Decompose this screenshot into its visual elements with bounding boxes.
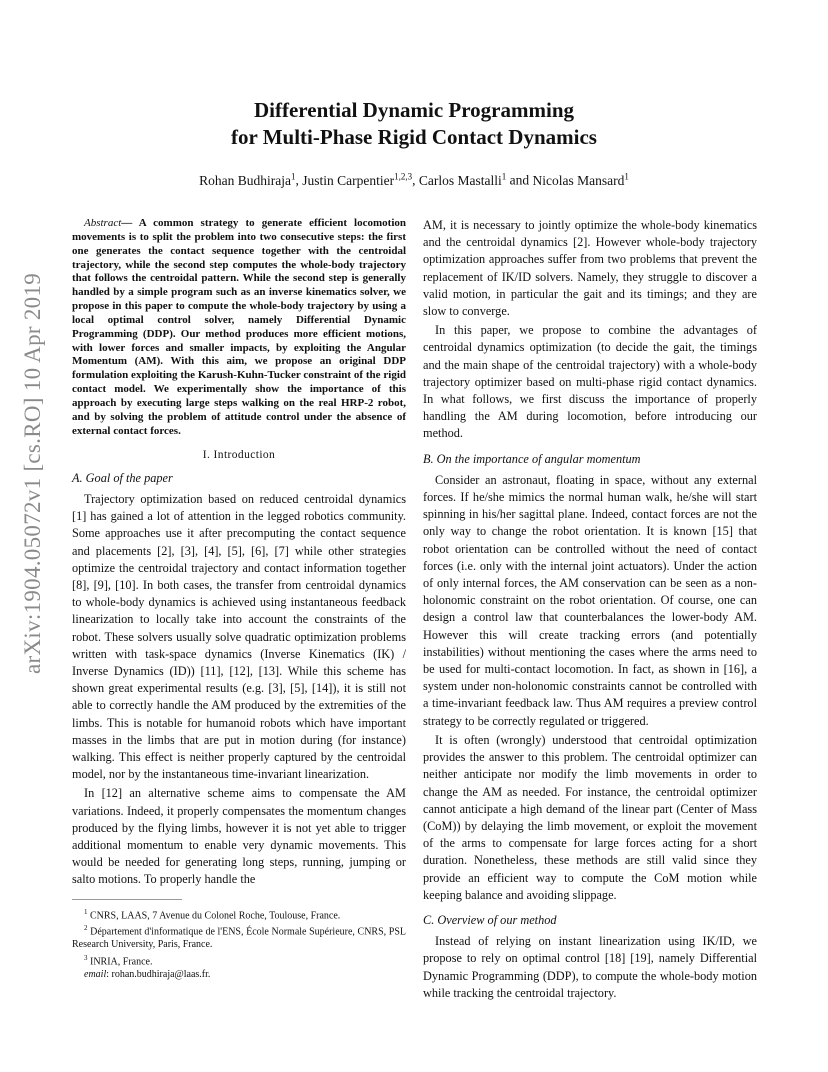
abstract-label: Abstract: [84, 217, 122, 229]
footnote-1: $^1$ CNRS, LAAS, 7 Avenue du Colonel Roche, Toulouse, France.: [84, 907, 341, 921]
footnote-2: $^2$ Département d'informatique de l'ENS, École Normale Supérieure, CNRS, PSL Research University, Paris, France.: [72, 924, 406, 951]
author-list: Rohan Budhiraja$^1$, Justin Carpentier$^{1,2,3}$, Carlos Mastalli$^1$ and Nicolas Mansard$^1$: [199, 171, 629, 188]
paragraph: Instead of relying on instant linearization using IK/ID, we propose to rely on optimal control [18] [19], namely Differential Dynamic Programming (DDP), to compute the whole-body motion while tracking the centroidal trajectory.: [423, 934, 757, 1000]
paragraph: It is often (wrongly) understood that centroidal optimization provides the answer to this problem. The centroidal optimizer can neither anticipate nor modify the limb movements in order to change the AM as needed. For instance, the centroidal optimizer cannot anticipate a high demand of the linear part (Center of Mass (CoM)) by delaying the limb movement, or exploit the movement of the arms to compensate for large forces acting for a short duration. Nonetheless, these methods are still valid since they provide an efficient way to compute the CoM motion while keeping balance and avoiding slippage.: [423, 732, 757, 902]
author-1: Rohan Budhiraja$^1$: [199, 171, 296, 188]
subsection-heading-overview: C. Overview of our method: [423, 912, 557, 927]
subsection-heading-goal: A. Goal of the paper: [72, 470, 173, 485]
left-column: [72, 217, 406, 981]
footnote-3: $^3$ INRIA, France.: [84, 953, 153, 968]
footnote-email: email: rohan.budhiraja@laas.fr.: [84, 968, 211, 980]
abstract-text: — A common strategy to generate efficient locomotion movements is to split the problem into two consecutive steps: the first one generates the contact sequence together with the centroidal trajectory, while the second step computes the whole-body trajectory that follows the centroidal pattern. While the second step is generally handled by a simple program such as an inverse kinematics solver, we propose in this paper to compute the whole-body trajectory by using a local optimal control solver, namely Differential Dynamic Programming (DDP). Our method produces more efficient motions, with lower forces and smaller impacts, by exploiting the Angular Momentum (AM). With this aim, we propose an original DDP formulation exploiting the Karush-Kuhn-Tucker constraint of the rigid contact model. We experimentally show the importance of this approach by executing large steps walking on the real HRP-2 robot, and by solving the problem of attitude control under the absence of external contact forces.: [72, 217, 406, 437]
paper-title: [0, 97, 828, 151]
section-heading-introduction: I. Introduction: [202, 448, 276, 461]
paragraph: Consider an astronaut, floating in space, without any external forces. If he/she mimics the normal human walk, he/she will start spinning in his/her sagittal plane. Indeed, contact forces are not the only way to change the robot orientation. It is known [15] that robot orientation can be controlled without the need of contact forces (i.e. only with the internal joint actuators). Under the action of only internal forces, the AM conservation can be seen as a non-holonomic constraint on the robot orientation. Of course, one can design a control law that counterbalances the lower-body AM. However this will create tracking errors (and potentially instabilities) without mentioning the cases where the arms need to be used for multi-contact locomotion. In fact, as shown in [16], a system under non-holonomic constraints cannot be controlled with a time-invariant feedback law. Thus AM requires a preview control strategy to be correctly regulated or triggered.: [423, 472, 757, 728]
abstract: [72, 217, 406, 439]
footnote-rule: [72, 899, 182, 900]
paragraph: Trajectory optimization based on reduced centroidal dynamics [1] has gained a lot of attention in the legged robotics community. Some approaches use it after precomputing the contact sequence and placements [2], [3], [4], [5], [6], [7] while other strategies optimize the centroidal trajectory and contact information together [8], [9], [10]. In both cases, the transfer from centroidal dynamics to whole-body dynamics is achieved using instantaneous feedback linearization to locally take into account the constraints of the robot. These solvers usually solve quadratic optimization problems written with task-space dynamics (Inverse Kinematics (IK) / Inverse Dynamics (ID)) [11], [12], [13]. While this scheme has shown great experimental results (e.g. [3], [5], [14]), it is still not able to correctly handle the AM produced by the extremities of the limbs. This is notable for humanoid robots which have important masses in the limbs that are put in motion during (for instance) walking. This effect is neither properly captured by the centroidal model, nor by the instantaneous time-invariant linearization.: [72, 491, 406, 782]
paragraph: In [12] an alternative scheme aims to compensate the AM variations. Indeed, it properly compensates the momentum changes produced by the flying limbs, however it is not yet able to trigger additional momentum to enable very dynamic movements. This would be needed for generating long steps, running, jumping or salto motions. To properly handle the: [72, 786, 406, 887]
subsection-heading-angular-momentum: B. On the importance of angular momentum: [423, 451, 641, 466]
paragraph: AM, it is necessary to jointly optimize the whole-body kinematics and the centroidal dynamics [2]. However whole-body trajectory optimization approaches suffer from two problems that prevent the replacement of IK/ID solvers. Namely, they struggle to discover a valid motion, in particular the gait and its timings; and they are slow to converge.: [423, 218, 757, 319]
paragraph: In this paper, we propose to combine the advantages of centroidal dynamics optimization (to decide the gait, the timings and the main shape of the centroidal trajectory) with a whole-body trajectory optimizer based on multi-phase rigid contact dynamics. In what follows, we first discuss the importance of properly handling the AM during locomotion, before introducing our method.: [423, 323, 757, 441]
author-2: Justin Carpentier$^{1,2,3}$: [302, 171, 413, 188]
title-line-1: Differential Dynamic Programming: [254, 98, 574, 122]
title-line-2: for Multi-Phase Rigid Contact Dynamics: [231, 125, 597, 149]
right-column: [423, 217, 757, 1002]
author-4: Nicolas Mansard$^1$: [532, 171, 629, 188]
arxiv-identifier: arXiv:1904.05072v1 [cs.RO] 10 Apr 2019: [20, 272, 45, 674]
author-3: Carlos Mastalli$^1$: [418, 171, 507, 188]
